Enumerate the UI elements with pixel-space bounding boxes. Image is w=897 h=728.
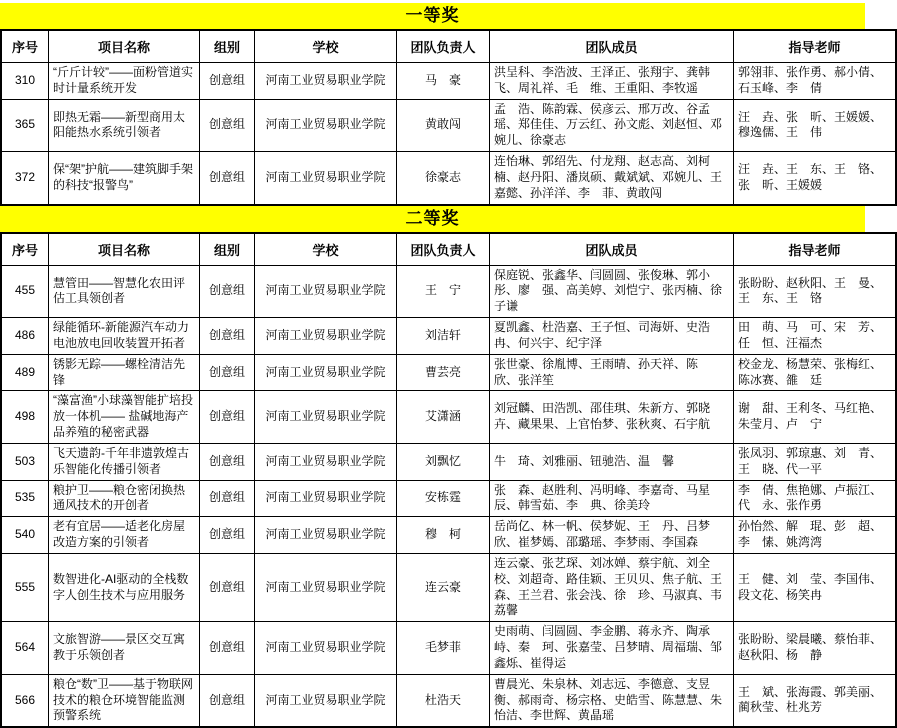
- cell-no: 455: [1, 265, 49, 317]
- cell-leader: 杜浩天: [397, 674, 490, 727]
- cell-no: 555: [1, 553, 49, 621]
- column-header-members: 团队成员: [490, 233, 734, 266]
- cell-no: 486: [1, 318, 49, 355]
- cell-project: 飞天遗韵-千年非遗敦煌古乐智能化传播引领者: [49, 443, 200, 480]
- column-header-advisors: 指导老师: [734, 30, 897, 63]
- cell-project: 老有宜居——适老化房屋改造方案的引领者: [49, 517, 200, 554]
- cell-leader: 穆 柯: [397, 517, 490, 554]
- cell-group: 创意组: [200, 152, 255, 205]
- table-row: [1, 318, 896, 355]
- table-body: [1, 63, 896, 205]
- cell-leader: 曹芸亮: [397, 354, 490, 391]
- first-prize-table: [0, 29, 897, 206]
- cell-school: 河南工业贸易职业学院: [255, 517, 397, 554]
- cell-group: 创意组: [200, 99, 255, 151]
- cell-advisors: 汪 垚、张 昕、王媛媛、穆逸儒、王 伟: [734, 99, 897, 151]
- cell-school: 河南工业贸易职业学院: [255, 553, 397, 621]
- column-header-no: 序号: [1, 233, 49, 266]
- cell-project: 粮护卫——粮仓密闭换热通风技术的开创者: [49, 480, 200, 517]
- cell-school: 河南工业贸易职业学院: [255, 354, 397, 391]
- cell-leader: 徐豪志: [397, 152, 490, 205]
- cell-school: 河南工业贸易职业学院: [255, 622, 397, 674]
- column-header-leader: 团队负责人: [397, 30, 490, 63]
- cell-members: 连怡琳、郭绍先、付龙翔、赵志高、刘柯楠、赵丹阳、潘岚硕、戴斌斌、邓婉儿、王嘉懿、孙洋洋、李 菲、黄敢闯: [490, 152, 734, 205]
- cell-advisors: 校金龙、杨慧荣、张梅红、陈冰赛、雒 廷: [734, 354, 897, 391]
- cell-advisors: 孙怡然、解 琨、彭 超、李 愫、姚湾湾: [734, 517, 897, 554]
- table-header: [1, 30, 896, 63]
- column-header-members: 团队成员: [490, 30, 734, 63]
- cell-project: 文旅智游——景区交互寓教于乐领创者: [49, 622, 200, 674]
- table-row: [1, 443, 896, 480]
- cell-no: 489: [1, 354, 49, 391]
- cell-leader: 连云豪: [397, 553, 490, 621]
- table-row: [1, 674, 896, 727]
- cell-no: 503: [1, 443, 49, 480]
- header-row: [1, 30, 896, 63]
- cell-project: 绿能循环-新能源汽车动力电池放电回收装置开拓者: [49, 318, 200, 355]
- cell-members: 张 森、赵胜利、冯明峰、李嘉奇、马星辰、韩雪茹、李 典、徐美玲: [490, 480, 734, 517]
- column-header-group: 组别: [200, 30, 255, 63]
- column-header-advisors: 指导老师: [734, 233, 897, 266]
- column-header-project: 项目名称: [49, 30, 200, 63]
- cell-group: 创意组: [200, 553, 255, 621]
- cell-members: 岳尚亿、林一帆、侯梦妮、王 丹、吕梦欣、崔梦嫣、邵璐瑶、李梦雨、李国森: [490, 517, 734, 554]
- column-header-school: 学校: [255, 30, 397, 63]
- cell-members: 曹晨光、朱泉林、刘志远、李德意、支昱衡、郝雨奇、杨宗格、史皓雪、陈慧慧、朱怡洁、李世辉、黄晶瑶: [490, 674, 734, 727]
- table-row: [1, 517, 896, 554]
- cell-no: 498: [1, 391, 49, 443]
- cell-group: 创意组: [200, 622, 255, 674]
- cell-school: 河南工业贸易职业学院: [255, 265, 397, 317]
- cell-no: 535: [1, 480, 49, 517]
- column-header-no: 序号: [1, 30, 49, 63]
- cell-leader: 王 宁: [397, 265, 490, 317]
- table-row: [1, 265, 896, 317]
- cell-group: 创意组: [200, 674, 255, 727]
- cell-group: 创意组: [200, 318, 255, 355]
- table-row: [1, 152, 896, 205]
- column-header-project: 项目名称: [49, 233, 200, 266]
- cell-school: 河南工业贸易职业学院: [255, 63, 397, 100]
- table-row: [1, 391, 896, 443]
- cell-leader: 刘飘忆: [397, 443, 490, 480]
- table-row: [1, 622, 896, 674]
- cell-group: 创意组: [200, 391, 255, 443]
- cell-advisors: 张凤羽、郭琼惠、刘 青、王 晓、代一平: [734, 443, 897, 480]
- cell-advisors: 田 萌、马 可、宋 芳、任 恒、汪福杰: [734, 318, 897, 355]
- cell-advisors: 李 倩、焦艳娜、卢振江、代 永、张作勇: [734, 480, 897, 517]
- cell-project: 数智进化-AI驱动的全栈数字人创生技术与应用服务: [49, 553, 200, 621]
- second-prize-table: [0, 232, 897, 728]
- table-header: [1, 233, 896, 266]
- cell-advisors: 张盼盼、梁晨曦、蔡怡菲、赵秋阳、杨 静: [734, 622, 897, 674]
- cell-school: 河南工业贸易职业学院: [255, 318, 397, 355]
- cell-no: 566: [1, 674, 49, 727]
- cell-school: 河南工业贸易职业学院: [255, 443, 397, 480]
- cell-members: 洪呈科、李浩波、王泽正、张翔宇、龚韩飞、周礼祥、毛 维、王重阳、李牧遥: [490, 63, 734, 100]
- table-row: [1, 99, 896, 151]
- cell-leader: 刘洁轩: [397, 318, 490, 355]
- cell-project: 即热无霜——新型商用太阳能热水系统引领者: [49, 99, 200, 151]
- cell-school: 河南工业贸易职业学院: [255, 391, 397, 443]
- cell-members: 史雨萌、闫圆圆、李金鹏、蒋永齐、陶承峙、秦 珂、张嘉莹、吕梦晴、周福瑞、邹鑫烁、崔得运: [490, 622, 734, 674]
- cell-advisors: 汪 垚、王 东、王 铬、张 昕、王媛媛: [734, 152, 897, 205]
- column-header-group: 组别: [200, 233, 255, 266]
- cell-leader: 毛梦菲: [397, 622, 490, 674]
- cell-group: 创意组: [200, 265, 255, 317]
- column-header-school: 学校: [255, 233, 397, 266]
- cell-members: 张世豪、徐胤博、王雨晴、孙天祥、陈 欣、张洋笙: [490, 354, 734, 391]
- cell-school: 河南工业贸易职业学院: [255, 480, 397, 517]
- table-row: [1, 354, 896, 391]
- cell-leader: 黄敢闯: [397, 99, 490, 151]
- cell-no: 310: [1, 63, 49, 100]
- cell-group: 创意组: [200, 354, 255, 391]
- table-row: [1, 553, 896, 621]
- column-header-leader: 团队负责人: [397, 233, 490, 266]
- cell-leader: 艾潇涵: [397, 391, 490, 443]
- cell-group: 创意组: [200, 480, 255, 517]
- cell-members: 夏凯鑫、杜浩嘉、王子恒、司海妍、史浩冉、何兴宇、纪宇泽: [490, 318, 734, 355]
- cell-no: 365: [1, 99, 49, 151]
- cell-members: 牛 琦、刘雅丽、钮驰浩、温 馨: [490, 443, 734, 480]
- table-body: [1, 265, 896, 727]
- cell-leader: 安栋霆: [397, 480, 490, 517]
- section-banner-first-prize: 一等奖: [0, 3, 865, 29]
- cell-advisors: 王 斌、张海霞、郭美丽、蔺秋莹、杜兆芳: [734, 674, 897, 727]
- cell-members: 连云豪、张艺琛、刘冰婵、蔡宇航、刘全校、刘超奇、路佳颖、王贝贝、焦子航、王 森、王兰君、张会浅、徐 珍、马淑真、韦荔馨: [490, 553, 734, 621]
- cell-project: 粮仓“数”卫——基于物联网技术的粮仓环境智能监测预警系统: [49, 674, 200, 727]
- cell-no: 540: [1, 517, 49, 554]
- cell-project: 保“架”护航——建筑脚手架的科技“报警鸟”: [49, 152, 200, 205]
- cell-project: “藻富渔”小球藻智能扩培投放一体机—— 盐碱地海产品养殖的秘密武器: [49, 391, 200, 443]
- cell-group: 创意组: [200, 517, 255, 554]
- cell-group: 创意组: [200, 63, 255, 100]
- cell-project: 锈影无踪——螺栓清洁先锋: [49, 354, 200, 391]
- cell-no: 564: [1, 622, 49, 674]
- table-row: [1, 63, 896, 100]
- cell-project: “斤斤计较”——面粉管道实时计量系统开发: [49, 63, 200, 100]
- cell-project: 慧管田——智慧化农田评估工具领创者: [49, 265, 200, 317]
- cell-advisors: 郭翎菲、张作勇、郝小倩、石玉峰、李 倩: [734, 63, 897, 100]
- cell-members: 保庭锐、张鑫华、闫圆圆、张俊琳、郭小彤、廖 强、高美婷、刘恺宁、张丙楠、徐子谦: [490, 265, 734, 317]
- cell-school: 河南工业贸易职业学院: [255, 99, 397, 151]
- cell-no: 372: [1, 152, 49, 205]
- cell-leader: 马 豪: [397, 63, 490, 100]
- header-row: [1, 233, 896, 266]
- cell-advisors: 张盼盼、赵秋阳、王 曼、王 东、王 铬: [734, 265, 897, 317]
- cell-group: 创意组: [200, 443, 255, 480]
- cell-advisors: 谢 甜、王利冬、马红艳、朱莹月、卢 宁: [734, 391, 897, 443]
- table-row: [1, 480, 896, 517]
- section-banner-second-prize: 二等奖: [0, 206, 865, 232]
- cell-members: 孟 浩、陈韵霖、侯彦云、邢万改、谷孟瑶、郑佳佳、万云红、孙文彪、刘赵恒、邓婉儿、徐豪志: [490, 99, 734, 151]
- cell-members: 刘冠麟、田浩凯、邵佳琪、朱新方、郭晓卉、藏果果、上官怡梦、张秋爽、石宇航: [490, 391, 734, 443]
- cell-advisors: 王 健、刘 莹、李国伟、段文花、杨笑冉: [734, 553, 897, 621]
- cell-school: 河南工业贸易职业学院: [255, 674, 397, 727]
- cell-school: 河南工业贸易职业学院: [255, 152, 397, 205]
